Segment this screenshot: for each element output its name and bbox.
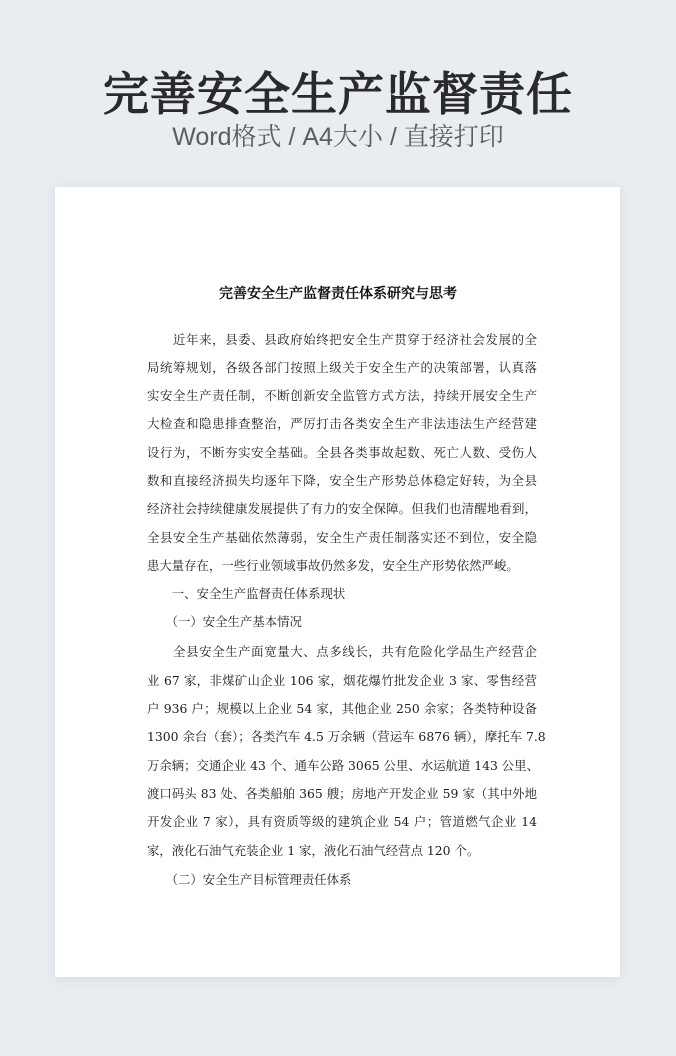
body-line: 业 67 家，非煤矿山企业 106 家，烟花爆竹批发企业 3 家、零售经营 bbox=[147, 673, 537, 688]
body-line: 渡口码头 83 处、各类船舶 365 艘；房地产开发企业 59 家（其中外地 bbox=[147, 786, 537, 801]
body-line: 经济社会持续健康发展提供了有力的安全保障。但我们也清醒地看到， bbox=[147, 501, 537, 516]
body-line: 大检查和隐患排查整治，严厉打击各类安全生产非法违法生产经营建 bbox=[147, 416, 537, 431]
section-heading: 一、安全生产监督责任体系现状 bbox=[147, 586, 346, 601]
body-line: 万余辆；交通企业 43 个、通车公路 3065 公里、水运航道 143 公里、 bbox=[147, 758, 539, 773]
body-line: 数和直接经济损失均逐年下降，安全生产形势总体稳定好转，为全县 bbox=[147, 473, 537, 488]
banner-title: 完善安全生产监督责任 bbox=[103, 67, 573, 121]
banner-subtitle: Word格式 / A4大小 / 直接打印 bbox=[172, 123, 504, 151]
body-line: 实安全生产责任制，不断创新安全监管方式方法，持续开展安全生产 bbox=[147, 388, 537, 403]
body-line: 局统筹规划，各级各部门按照上级关于安全生产的决策部署，认真落 bbox=[147, 360, 537, 375]
body-line: 全县安全生产基础依然薄弱，安全生产责任制落实还不到位，安全隐 bbox=[147, 530, 537, 545]
body-line: 开发企业 7 家），具有资质等级的建筑企业 54 户；管道燃气企业 14 bbox=[147, 814, 537, 829]
body-line: 家，液化石油气充装企业 1 家，液化石油气经营点 120 个。 bbox=[147, 843, 480, 858]
body-line: 户 936 户；规模以上企业 54 家，其他企业 250 余家；各类特种设备 bbox=[147, 701, 537, 716]
body-line: 设行为，不断夯实安全基础。全县各类事故起数、死亡人数、受伤人 bbox=[147, 445, 537, 460]
document-title: 完善安全生产监督责任体系研究与思考 bbox=[219, 286, 457, 302]
body-line: 1300 余台（套）；各类汽车 4.5 万余辆（营运车 6876 辆），摩托车 7.8 bbox=[147, 729, 546, 744]
body-line: 近年来，县委、县政府始终把安全生产贯穿于经济社会发展的全 bbox=[147, 332, 537, 347]
subsection-heading: （一）安全生产基本情况 bbox=[147, 614, 302, 629]
body-line: 全县安全生产面宽量大、点多线长，共有危险化学品生产经营企 bbox=[147, 644, 537, 659]
subsection-heading: （二）安全生产目标管理责任体系 bbox=[147, 872, 352, 887]
body-line: 患大量存在，一些行业领域事故仍然多发，安全生产形势依然严峻。 bbox=[147, 558, 519, 573]
